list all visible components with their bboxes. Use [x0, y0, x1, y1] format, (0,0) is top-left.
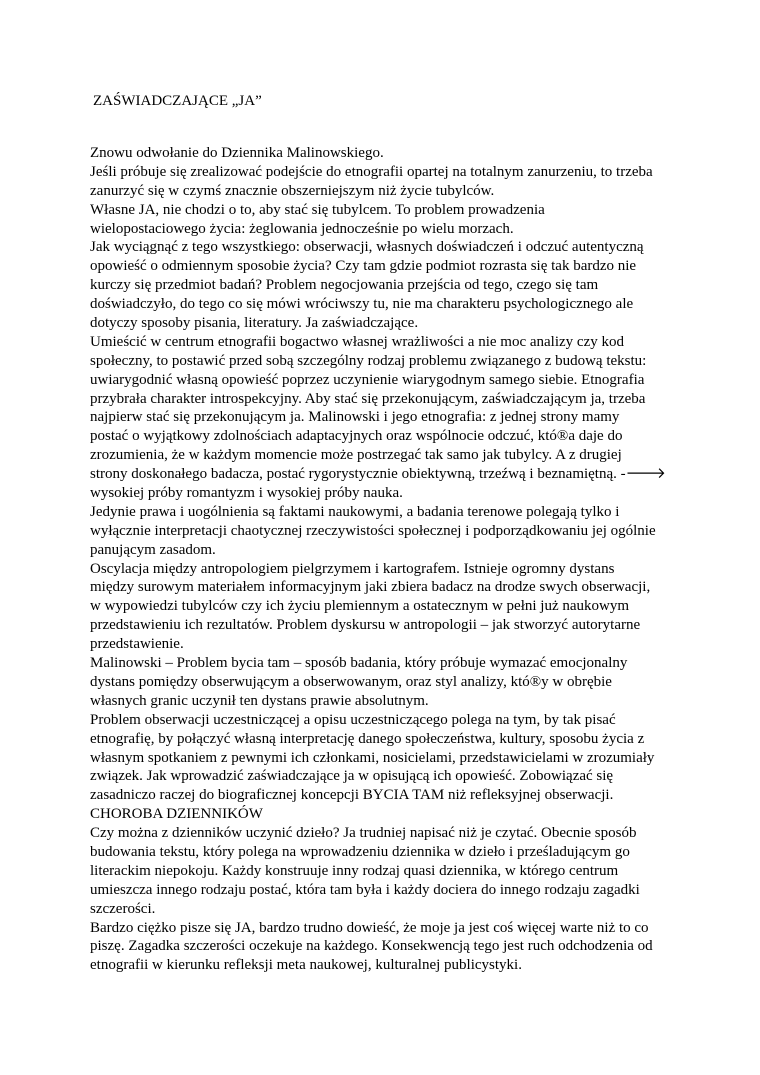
text-line: Własne JA, nie chodzi o to, aby stać się tubylcem. To problem prowadzenia — [90, 201, 545, 218]
text-line: przybrała charakter introspekcyjny. Aby stać się przekonującym, zaświadczającym ja, trzeba — [90, 390, 646, 407]
text-line: szczerości. — [90, 900, 156, 917]
text-line: Znowu odwołanie do Dziennika Malinowskiego. — [90, 145, 384, 161]
text-line: strony doskonałego badacza, postać rygorystycznie obiektywną, trzeźwą i beznamiętną. -🡒 — [90, 466, 666, 483]
text-line: zasadniczo raczej do biograficznej koncepcji BYCIA TAM niż refleksyjnej obserwacji. — [90, 787, 614, 804]
text-line: wyłącznie interpretacji chaotycznej rzeczywistości społecznej i podporządkowaniu jej ogólnie — [90, 522, 656, 539]
text-line: dotyczy sposoby pisania, literatury. Ja zaświadczające. — [90, 315, 419, 332]
document-body — [90, 144, 690, 975]
text-line: w wypowiedzi tubylców czy ich życiu plemiennym a ostatecznym w pełni już naukowym — [90, 598, 630, 615]
text-line: kurczy się przedmiot badań? Problem negocjowania przejścia od tego, czego się tam — [90, 277, 599, 294]
text-line: postać o wyjątkowy zdolnościach adaptacyjnych oraz wspólnocie odczuć, któ®a daje do — [90, 428, 623, 445]
text-line: Jak wyciągnąć z tego wszystkiego: obserwacji, własnych doświadczeń i odczuć autentyczną — [90, 239, 644, 256]
text-line: opowieść o odmiennym sposobie życia? Czy tam gdzie podmiot rozrasta się tak bardzo nie — [90, 258, 637, 275]
text-line: najpierw stać się przekonującym ja. Malinowski i jego etnografia: z jednej strony mamy — [90, 409, 620, 426]
text-line: doświadczyło, do tego co się mówi wróciwszy tu, nie ma charakteru psychologicznego ale — [90, 296, 634, 313]
text-line: przedstawieniu ich rezultatów. Problem dyskursu w antropologii – jak stworzyć autorytarne — [90, 617, 641, 634]
text-line: piszę. Zagadka szczerości oczekuje na każdego. Konsekwencją tego jest ruch odchodzenia od — [90, 938, 653, 955]
text-line: własnych granic uczynił ten dystans prawie absolutnym. — [90, 692, 429, 709]
text-line: Jedynie prawa i uogólnienia są faktami naukowymi, a badania terenowe polegają tylko i — [90, 503, 620, 520]
text-line: przedstawienie. — [90, 636, 184, 653]
text-line: etnografię, by połączyć własną interpretację danego społeczeństwa, kultury, sposobu życia z — [90, 730, 645, 747]
text-line: społeczny, to postawić przed sobą szczególny rodzaj problemu związanego z budową tekstu: — [90, 352, 647, 369]
text-line: Bardzo ciężko pisze się JA, bardzo trudno dowieść, że moje ja jest coś więcej warte niż to co — [90, 919, 649, 936]
text-line: panującym zasadom. — [90, 541, 216, 558]
text-line: wysokiej próby romantyzm i wysokiej próby nauka. — [90, 485, 403, 502]
text-line: wielopostaciowego życia: żeglowania jednocześnie po wielu morzach. — [90, 220, 514, 237]
text-line: uwiarygodnić własną opowieść poprzez uczynienie wiarygodnym samego siebie. Etnografia — [90, 371, 645, 388]
text-line: Czy można z dzienników uczynić dzieło? Ja trudniej napisać niż je czytać. Obecnie sposób — [90, 825, 637, 842]
text-line: Oscylacja między antropologiem pielgrzymem i kartografem. Istnieje ogromny dystans — [90, 560, 615, 577]
text-line: budowania tekstu, który polega na wprowadzeniu dziennika w dzieło i prześladującym go — [90, 843, 630, 860]
text-line: zrozumienia, że w każdym momencie może postrzegać tak samo jak tubylcy. A z drugiej — [90, 447, 622, 464]
text-line: Umieścić w centrum etnografii bogactwo własnej wrażliwości a nie moc analizy czy kod — [90, 333, 624, 350]
text-line: Jeśli próbuje się zrealizować podejście do etnografii opartej na totalnym zanurzeniu, to trzeba — [90, 163, 653, 180]
document-title: ZAŚWIADCZAJĄCE „JA” — [93, 93, 262, 109]
section-heading: CHOROBA DZIENNIKÓW — [90, 806, 263, 823]
text-line: Problem obserwacji uczestniczącej a opisu uczestniczącego polega na tym, by tak pisać — [90, 711, 616, 728]
text-line: etnografii w kierunku refleksji meta naukowej, kulturalnej publicystyki. — [90, 957, 522, 974]
text-line: umieszcza innego rodzaju postać, która tam była i każdy dociera do innego rodzaju zagadki — [90, 881, 640, 898]
text-line: dystans pomiędzy obserwującym a obserwowanym, oraz styl analizy, któ®y w obrębie — [90, 673, 612, 690]
text-line: własnym spotkaniem z pewnymi ich członkami, nosicielami, przedstawicielami w zrozumiały — [90, 749, 655, 766]
text-line: między surowym materiałem informacyjnym jaki zbiera badacz na drodze swych obserwacji, — [90, 579, 651, 596]
text-line: Malinowski – Problem bycia tam – sposób badania, który próbuje wymazać emocjonalny — [90, 655, 628, 672]
text-line: literackim niepokoju. Każdy konstruuje inny rodzaj quasi dziennika, w którego centrum — [90, 862, 619, 879]
text-line: związek. Jak wprowadzić zaświadczające ja w opisującą ich opowieść. Zobowiązać się — [90, 768, 614, 785]
text-line: zanurzyć się w czymś znacznie obszerniejszym niż życie tubylców. — [90, 182, 495, 199]
